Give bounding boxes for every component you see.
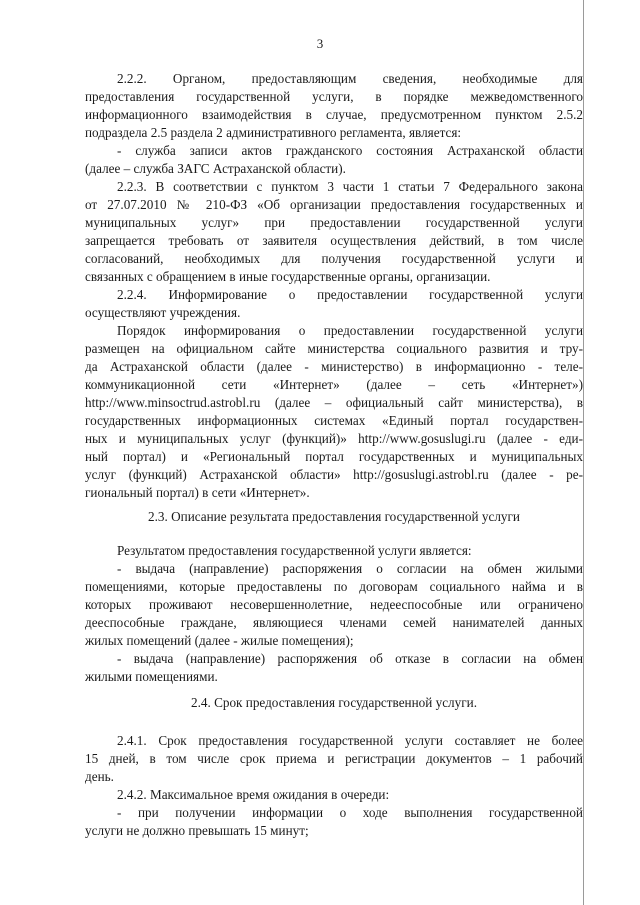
text-line: дееспособные граждане, являющиеся членами семей нанимателей данных	[85, 615, 583, 630]
text-line: 2.4.2. Максимальное время ожидания в очереди:	[117, 787, 390, 802]
text-line: услуг (функций) Астраханской области» http://gosuslugi.astrobl.ru (далее - ре-	[85, 467, 583, 482]
page-number: 3	[316, 36, 324, 51]
text-line: гиональный портал) в сети «Интернет».	[85, 485, 310, 500]
text-line: размещен на официальном сайте министерства социального развития и тру-	[85, 341, 583, 356]
text-line: осуществляют учреждения.	[85, 305, 241, 320]
text-line: 2.4.1. Срок предоставления государственной услуги составляет не более	[117, 733, 583, 748]
text-line: предоставления государственной услуги, в порядке межведомственного	[85, 89, 583, 104]
text-line: да Астраханской области (далее - министерство) в информационно - теле-	[85, 359, 583, 374]
text-line: от 27.07.2010 № 210-ФЗ «Об организации предоставления государственных и	[85, 197, 583, 212]
text-line: ных и муниципальных услуг (функций)» http://www.gosuslugi.ru (далее - еди-	[85, 431, 583, 446]
text-line: коммуникационной сети «Интернет» (далее – сеть «Интернет»)	[85, 377, 583, 392]
text-line: информационного взаимодействия в случае, предусмотренном пунктом 2.5.2	[85, 107, 583, 122]
text-line: - выдача (направление) распоряжения о согласии на обмен жилыми	[117, 561, 583, 576]
page-edge-line	[583, 0, 584, 905]
text-line: ный портал) и «Региональный портал государственных и муниципальных	[85, 449, 583, 464]
text-line: согласований, необходимых для получения государственной услуги и	[85, 251, 583, 266]
text-line: жилыми помещениями.	[85, 669, 218, 684]
text-line: государственных информационных системах «Единый портал государствен-	[85, 413, 583, 428]
text-line: - служба записи актов гражданского состояния Астраханской области	[117, 143, 583, 158]
text-line: жилых помещений (далее - жилые помещения);	[85, 633, 354, 648]
text-line: подраздела 2.5 раздела 2 административного регламента, является:	[85, 125, 462, 140]
section-heading: 2.3. Описание результата предоставления государственной услуги	[148, 509, 520, 524]
text-line: запрещается требовать от заявителя осуществления действий, в том числе	[85, 233, 583, 248]
text-line: 2.2.3. В соответствии с пунктом 3 части 1 статьи 7 Федерального закона	[117, 179, 583, 194]
text-line: Порядок информирования о предоставлении государственной услуги	[117, 323, 583, 338]
text-line: - выдача (направление) распоряжения об отказе в согласии на обмен	[117, 651, 583, 666]
text-line: (далее – служба ЗАГС Астраханской области).	[85, 161, 346, 176]
text-line: муниципальных услуг» при предоставлении государственной услуги	[85, 215, 583, 230]
text-line: 2.2.4. Информирование о предоставлении государственной услуги	[117, 287, 583, 302]
text-line: http://www.minsoctrud.astrobl.ru (далее – официальный сайт министерства), в	[85, 395, 583, 410]
text-line: 15 дней, в том числе срок приема и регистрации документов – 1 рабочий	[85, 751, 583, 766]
text-line: связанных с обращением в иные государственные органы, организации.	[85, 269, 491, 284]
text-line: день.	[85, 769, 114, 784]
text-line: услуги не должно превышать 15 минут;	[85, 823, 309, 838]
text-line: помещениями, которые предоставлены по договорам социального найма и в	[85, 579, 583, 594]
text-line: 2.2.2. Органом, предоставляющим сведения, необходимые для	[117, 71, 583, 86]
section-heading: 2.4. Срок предоставления государственной услуги.	[191, 695, 477, 710]
text-line: - при получении информации о ходе выполнения государственной	[117, 805, 583, 820]
text-line: Результатом предоставления государственной услуги является:	[117, 543, 472, 558]
text-line: которых проживают несовершеннолетние, недееспособные или ограничено	[85, 597, 583, 612]
